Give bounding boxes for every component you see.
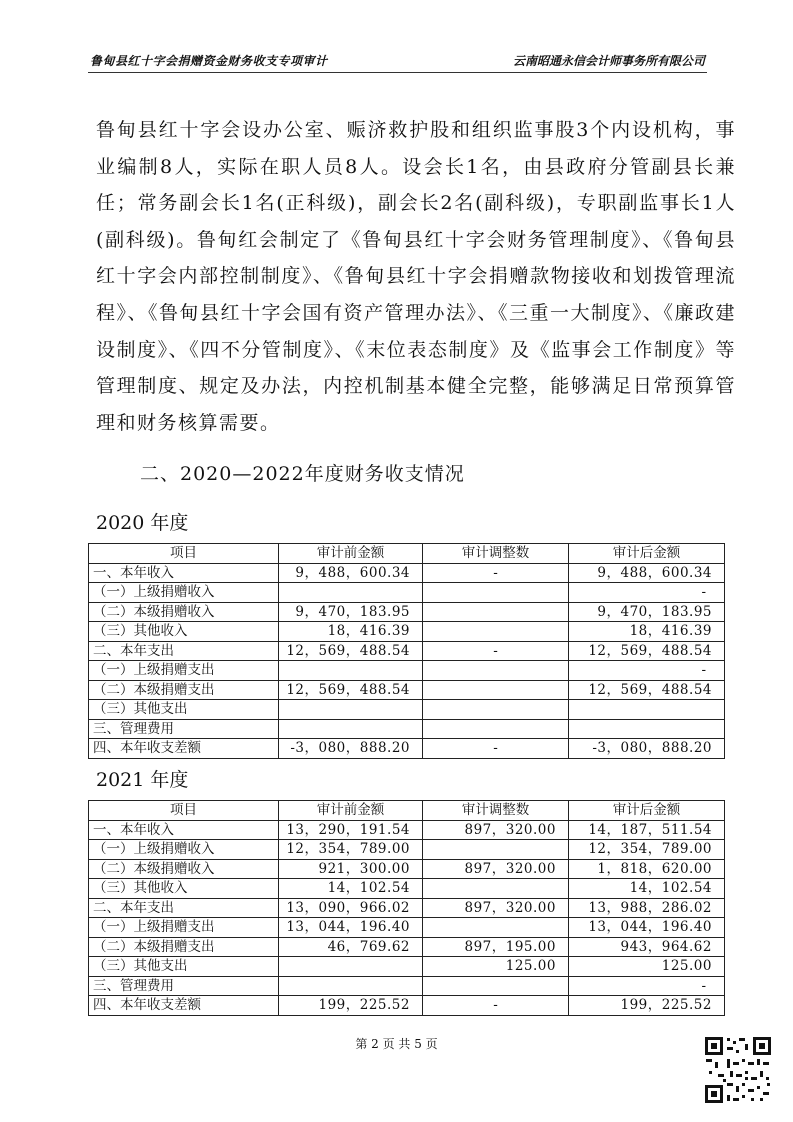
table-row [89, 957, 725, 977]
amount-cell: 897，195.00 [423, 937, 569, 957]
amount-cell [423, 879, 569, 899]
table-row [89, 879, 725, 899]
amount-cell: 897，320.00 [423, 859, 569, 879]
section-title: 二、2020—2022年度财务收支情况 [140, 463, 465, 485]
header-title: 鲁甸县红十字会捐赠资金财务收支专项审计 [90, 54, 328, 68]
amount-cell: -3，080，888.20 [569, 739, 725, 759]
amount-cell [423, 719, 569, 739]
table-row [89, 602, 725, 622]
amount-cell: 13，290，191.54 [279, 820, 423, 840]
amount-cell: 125.00 [423, 957, 569, 977]
amount-cell [423, 840, 569, 860]
table-row [89, 739, 725, 759]
amount-cell: - [423, 996, 569, 1016]
amount-cell: - [569, 661, 725, 681]
table-row [89, 976, 725, 996]
amount-cell: 199，225.52 [279, 996, 423, 1016]
amount-cell [423, 700, 569, 720]
row-label: 二、本年支出 [89, 898, 279, 918]
amount-cell: 18，416.39 [569, 622, 725, 642]
row-label: （一）上级捐赠支出 [89, 918, 279, 938]
amount-cell: 943，964.62 [569, 937, 725, 957]
table-row [89, 918, 725, 938]
amount-cell: 18，416.39 [279, 622, 423, 642]
amount-cell [423, 661, 569, 681]
amount-cell: 897，320.00 [423, 898, 569, 918]
amount-cell: 9，470，183.95 [569, 602, 725, 622]
amount-cell: - [569, 583, 725, 603]
table-row [89, 700, 725, 720]
amount-cell [569, 719, 725, 739]
row-label: 三、管理费用 [89, 976, 279, 996]
amount-cell: 9，488，600.34 [279, 563, 423, 583]
table-2021 [88, 800, 725, 1016]
row-label: 四、本年收支差额 [89, 996, 279, 1016]
amount-cell [279, 583, 423, 603]
column-header: 审计后金额 [569, 801, 725, 821]
amount-cell: 1，818，620.00 [569, 859, 725, 879]
amount-cell: -3，080，888.20 [279, 739, 423, 759]
table-row [89, 563, 725, 583]
row-label: （一）上级捐赠收入 [89, 583, 279, 603]
column-header: 项目 [89, 801, 279, 821]
year-2020-title: 2020 年度 [96, 512, 189, 534]
row-label: （一）上级捐赠支出 [89, 661, 279, 681]
row-label: （三）其他收入 [89, 622, 279, 642]
table-row [89, 859, 725, 879]
amount-cell [423, 622, 569, 642]
amount-cell [423, 976, 569, 996]
table-row [89, 820, 725, 840]
amount-cell [279, 661, 423, 681]
amount-cell: 12，569，488.54 [279, 641, 423, 661]
row-label: （三）其他支出 [89, 700, 279, 720]
amount-cell: - [569, 976, 725, 996]
column-header: 审计后金额 [569, 544, 725, 564]
row-label: （三）其他支出 [89, 957, 279, 977]
amount-cell: 46，769.62 [279, 937, 423, 957]
amount-cell [423, 602, 569, 622]
row-label: 一、本年收入 [89, 563, 279, 583]
header-divider [88, 72, 707, 73]
table-row [89, 622, 725, 642]
amount-cell: 199，225.52 [569, 996, 725, 1016]
amount-cell [279, 700, 423, 720]
column-header: 审计前金额 [279, 544, 423, 564]
table-row [89, 840, 725, 860]
amount-cell: - [423, 641, 569, 661]
amount-cell: 12，354，789.00 [279, 840, 423, 860]
row-label: 四、本年收支差额 [89, 739, 279, 759]
amount-cell: - [423, 563, 569, 583]
table-row [89, 641, 725, 661]
amount-cell [423, 583, 569, 603]
amount-cell: 125.00 [569, 957, 725, 977]
row-label: （二）本级捐赠支出 [89, 680, 279, 700]
table-row [89, 583, 725, 603]
amount-cell [279, 976, 423, 996]
amount-cell: 9，470，183.95 [279, 602, 423, 622]
amount-cell [423, 680, 569, 700]
row-label: 一、本年收入 [89, 820, 279, 840]
amount-cell: 921，300.00 [279, 859, 423, 879]
row-label: （一）上级捐赠收入 [89, 840, 279, 860]
amount-cell: 12，354，789.00 [569, 840, 725, 860]
table-row [89, 996, 725, 1016]
amount-cell: 14，102.54 [569, 879, 725, 899]
amount-cell: 12，569，488.54 [279, 680, 423, 700]
column-header: 审计调整数 [423, 801, 569, 821]
row-label: 二、本年支出 [89, 641, 279, 661]
amount-cell [569, 700, 725, 720]
amount-cell: 9，488，600.34 [569, 563, 725, 583]
row-label: （三）其他收入 [89, 879, 279, 899]
amount-cell [279, 719, 423, 739]
page-number: 第 2 页 共 5 页 [355, 1037, 438, 1051]
amount-cell: 13，044，196.40 [569, 918, 725, 938]
header-firm: 云南昭通永信会计师事务所有限公司 [512, 54, 705, 68]
amount-cell: - [423, 739, 569, 759]
amount-cell: 13，090，966.02 [279, 898, 423, 918]
amount-cell [279, 957, 423, 977]
amount-cell [423, 918, 569, 938]
amount-cell: 897，320.00 [423, 820, 569, 840]
amount-cell: 14，102.54 [279, 879, 423, 899]
table-header-row [89, 801, 725, 821]
body-paragraph: 鲁甸县红十字会设办公室、赈济救护股和组织监事股3个内设机构，事业编制8人，实际在职人员8人。设会长1名，由县政府分管副县长兼任；常务副会长1名(正科级)，副会长2名(副科级)，专职副监事长1人(副科级)。鲁甸红会制定了《鲁甸县红十字会财务管理制度》、《鲁甸县红十字会内部控制制度》、《鲁甸县红十字会捐赠款物接收和划拨管理流程》、《鲁甸县红十字会国有资产管理办法》、《三重一大制度》、《廉政建设制度》、《四不分管制度》、《末位表态制度》及《监事会工作制度》等管理制度、规定及办法，内控机制基本健全完整，能够满足日常预算管理和财务核算需要。 [96, 119, 737, 434]
amount-cell: 12，569，488.54 [569, 641, 725, 661]
column-header: 审计调整数 [423, 544, 569, 564]
table-row [89, 937, 725, 957]
table-row [89, 661, 725, 681]
year-2021-title: 2021 年度 [96, 769, 189, 791]
row-label: （二）本级捐赠收入 [89, 859, 279, 879]
column-header: 项目 [89, 544, 279, 564]
row-label: （二）本级捐赠支出 [89, 937, 279, 957]
qr-code-icon [703, 1035, 773, 1105]
table-row [89, 719, 725, 739]
row-label: （二）本级捐赠收入 [89, 602, 279, 622]
amount-cell: 14，187，511.54 [569, 820, 725, 840]
table-row [89, 680, 725, 700]
column-header: 审计前金额 [279, 801, 423, 821]
amount-cell: 13，044，196.40 [279, 918, 423, 938]
table-header-row [89, 544, 725, 564]
amount-cell: 12，569，488.54 [569, 680, 725, 700]
table-row [89, 898, 725, 918]
table-2020 [88, 543, 725, 759]
row-label: 三、管理费用 [89, 719, 279, 739]
amount-cell: 13，988，286.02 [569, 898, 725, 918]
